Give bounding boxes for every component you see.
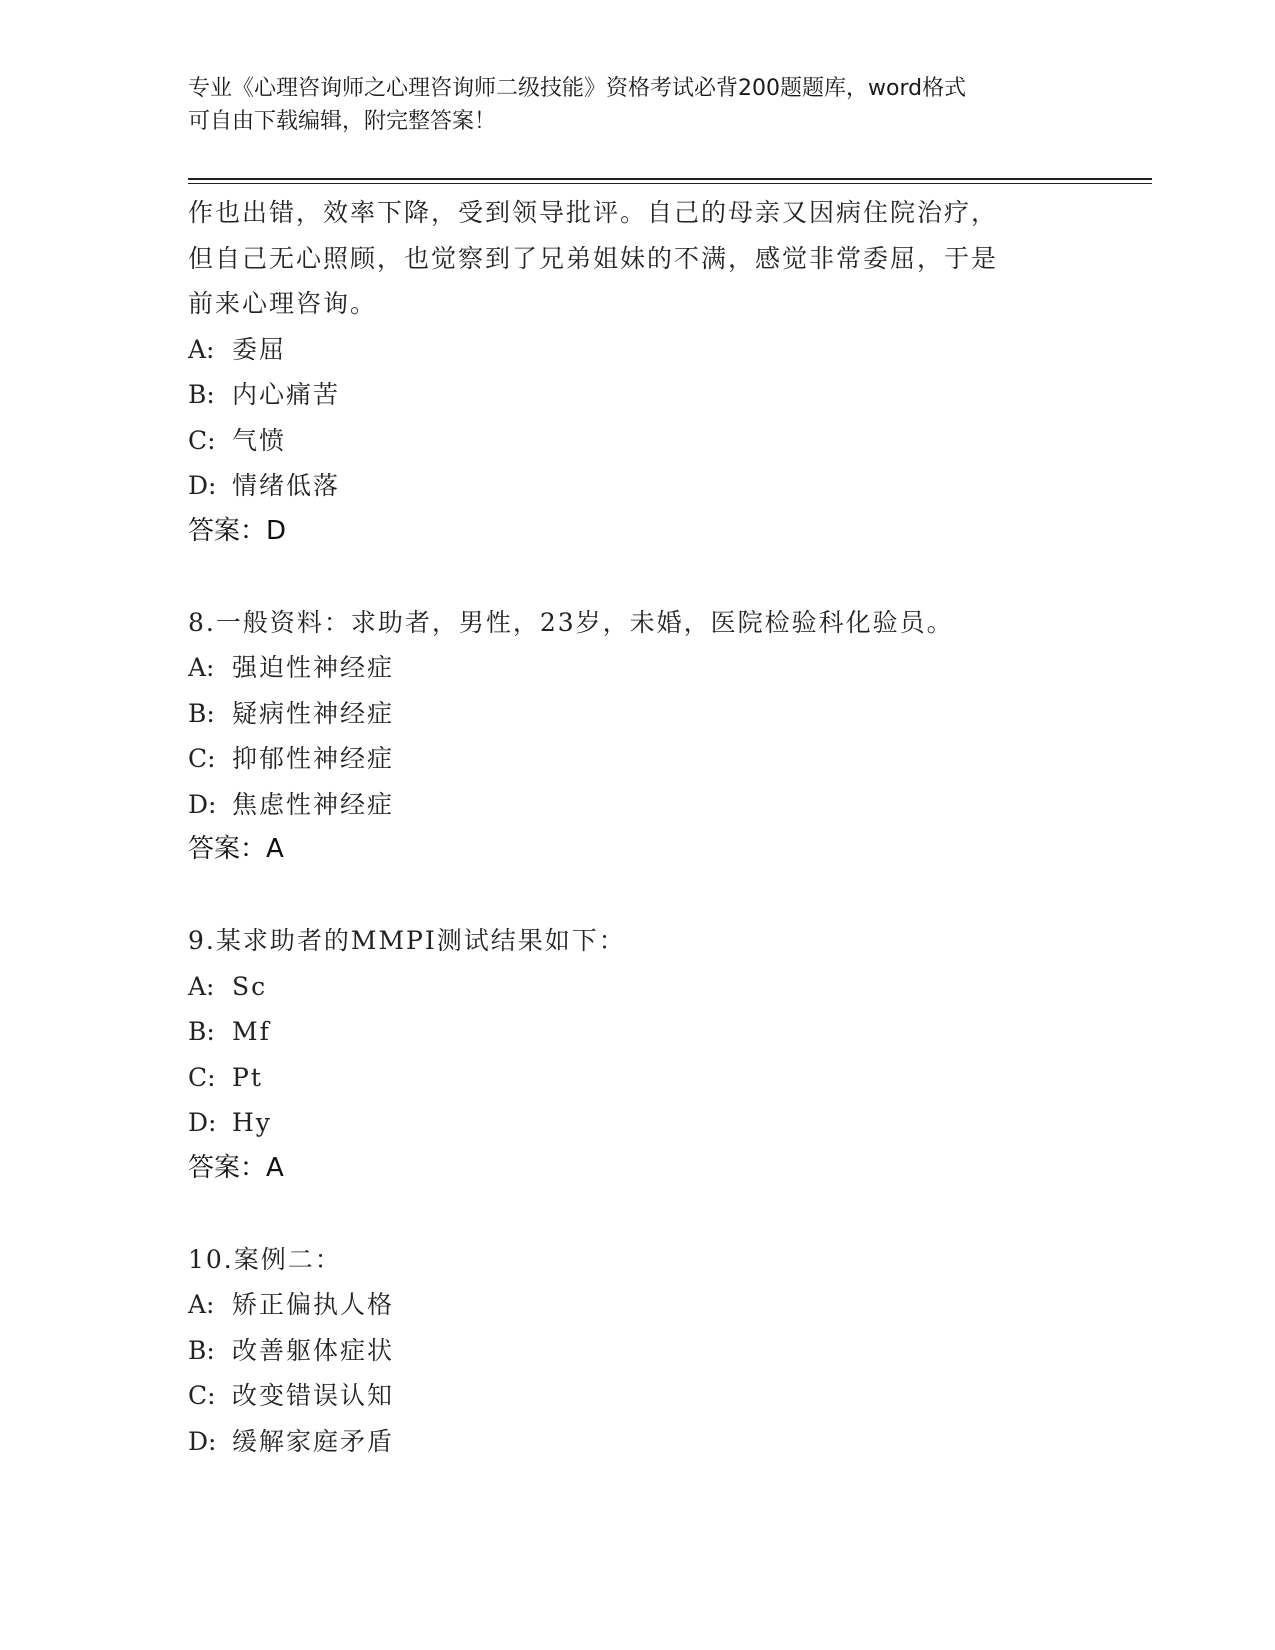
option-c bbox=[188, 1055, 1088, 1101]
option-key: C: bbox=[188, 744, 216, 773]
spacer bbox=[188, 873, 1088, 919]
option-key: A: bbox=[188, 971, 215, 1001]
question-10 bbox=[188, 1237, 1088, 1465]
header-divider-thin bbox=[188, 183, 1152, 184]
option-c bbox=[188, 736, 1088, 782]
question-stem-line: 但自己无心照顾，也觉察到了兄弟姐妹的不满，感觉非常委屈，于是 bbox=[188, 243, 999, 273]
question-stem-line: 前来心理咨询。 bbox=[188, 289, 378, 318]
question-7 bbox=[188, 190, 1088, 554]
option-text: Pt bbox=[232, 1062, 263, 1092]
option-key: C: bbox=[188, 1062, 216, 1092]
option-text: 委屈 bbox=[232, 334, 287, 364]
option-key: D: bbox=[188, 471, 217, 500]
document-header bbox=[188, 72, 1088, 138]
option-text: Mf bbox=[232, 1017, 271, 1046]
option-key: A: bbox=[188, 653, 215, 682]
option-text: 强迫性神经症 bbox=[232, 653, 395, 682]
header-line-1: 专业《心理咨询师之心理咨询师二级技能》资格考试必背200题题库，word格式 bbox=[188, 76, 967, 101]
option-text: 改变错误认知 bbox=[232, 1381, 395, 1410]
option-text: Hy bbox=[232, 1108, 272, 1137]
option-key: B: bbox=[188, 698, 215, 728]
option-key: D: bbox=[188, 1426, 217, 1456]
option-a bbox=[188, 1282, 1088, 1328]
option-d bbox=[188, 1100, 1088, 1146]
option-key: A: bbox=[188, 1290, 215, 1319]
option-b bbox=[188, 372, 1088, 418]
option-text: 气愤 bbox=[232, 425, 287, 455]
option-text: 内心痛苦 bbox=[232, 380, 341, 409]
option-b bbox=[188, 1328, 1088, 1374]
header-divider-thick bbox=[188, 178, 1152, 180]
option-key: C: bbox=[188, 1381, 216, 1410]
option-d bbox=[188, 463, 1088, 509]
option-key: C: bbox=[188, 425, 216, 455]
option-text: 抑郁性神经症 bbox=[232, 744, 395, 773]
header-line-2: 可自由下载编辑，附完整答案！ bbox=[188, 109, 497, 134]
answer-line: 答案：A bbox=[188, 1152, 284, 1183]
option-key: D: bbox=[188, 789, 217, 819]
option-text: 疑病性神经症 bbox=[232, 698, 395, 728]
option-text: Sc bbox=[232, 971, 268, 1001]
spacer bbox=[188, 554, 1088, 600]
option-key: B: bbox=[188, 1335, 215, 1365]
option-text: 焦虑性神经症 bbox=[232, 789, 395, 819]
option-d bbox=[188, 782, 1088, 828]
question-8 bbox=[188, 600, 1088, 873]
option-key: D: bbox=[188, 1108, 217, 1137]
option-text: 缓解家庭矛盾 bbox=[232, 1426, 395, 1456]
question-stem: 9.某求助者的MMPI测试结果如下： bbox=[188, 926, 626, 955]
option-c bbox=[188, 418, 1088, 464]
option-key: B: bbox=[188, 380, 215, 409]
spacer bbox=[188, 1191, 1088, 1237]
document-body bbox=[188, 190, 1088, 1464]
option-d bbox=[188, 1419, 1088, 1465]
question-stem: 8.一般资料：求助者，男性，23岁，未婚，医院检验科化验员。 bbox=[188, 607, 954, 637]
option-text: 情绪低落 bbox=[232, 471, 341, 500]
option-a bbox=[188, 964, 1088, 1010]
option-c bbox=[188, 1373, 1088, 1419]
option-a bbox=[188, 327, 1088, 373]
option-text: 改善躯体症状 bbox=[232, 1335, 395, 1365]
answer-line: 答案：D bbox=[188, 515, 287, 546]
option-b bbox=[188, 691, 1088, 737]
option-a bbox=[188, 645, 1088, 691]
question-stem-line: 作也出错，效率下降，受到领导批评。自己的母亲又因病住院治疗， bbox=[188, 198, 999, 227]
option-text: 矫正偏执人格 bbox=[232, 1290, 395, 1319]
option-b bbox=[188, 1009, 1088, 1055]
option-key: B: bbox=[188, 1017, 215, 1046]
option-key: A: bbox=[188, 334, 215, 364]
question-9 bbox=[188, 918, 1088, 1191]
question-stem: 10.案例二： bbox=[188, 1244, 342, 1274]
answer-line: 答案：A bbox=[188, 834, 284, 864]
